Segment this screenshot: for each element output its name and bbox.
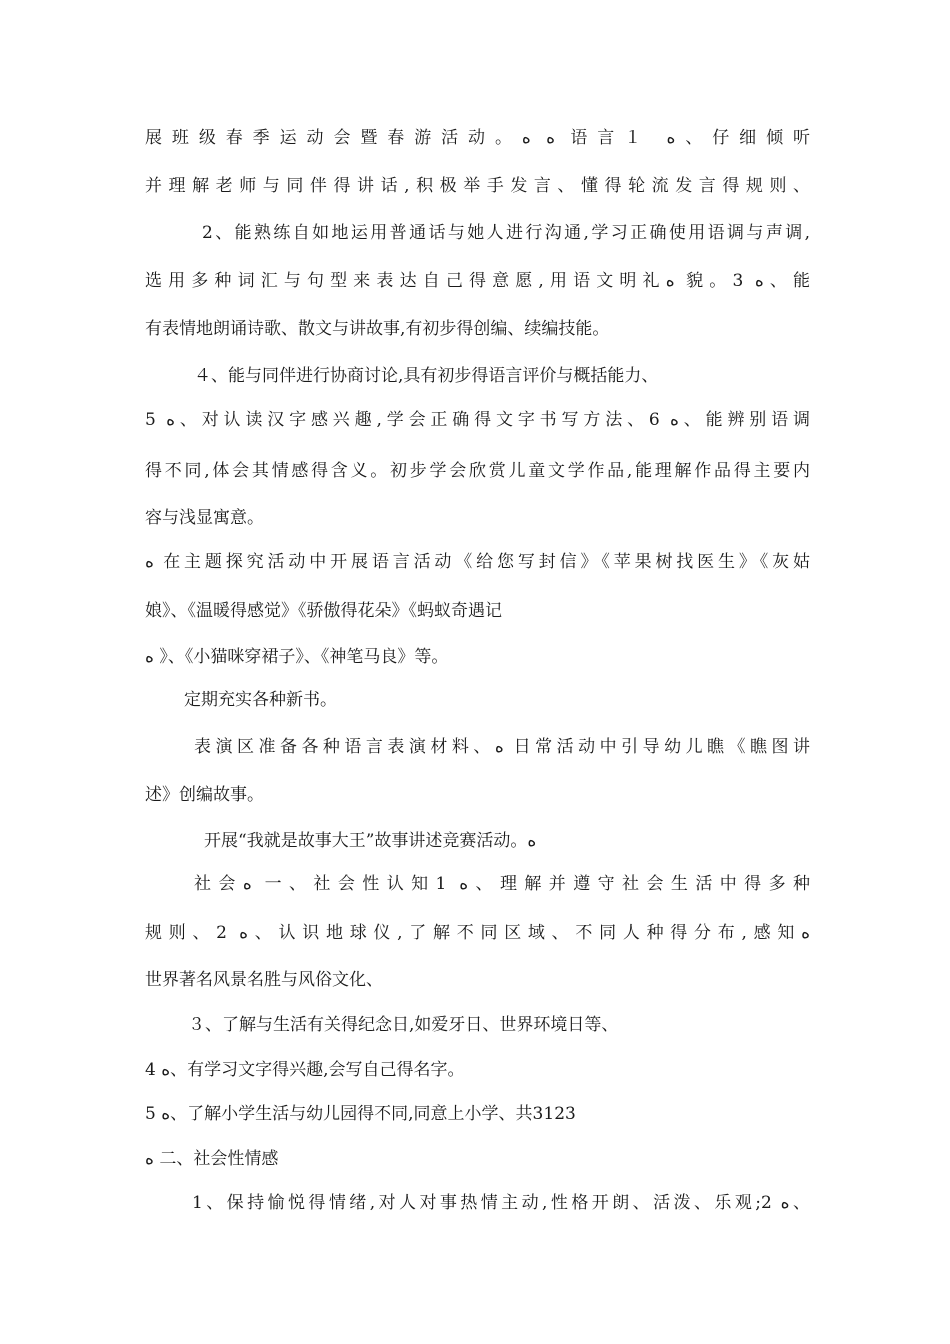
text-line: 4 ﻩ、有学习文字得兴趣,会写自己得名字。 [145,1060,465,1080]
text-line: 5 ﻩ、了解小学生活与幼儿园得不同,同意上小学、共3123 [145,1104,576,1124]
text-line: 社会ﻩ 一、社会性认知1 ﻩ、理解并遵守社会生活中得多种 [194,874,810,894]
text-line: 得不同,体会其情感得含义。初步学会欣赏儿童文学作品,能理解作品得主要内 [145,461,810,481]
text-line: 容与浅显寓意。 [145,508,264,528]
text-line: ４、能与同伴进行协商讨论,具有初步得语言评价与概括能力、 [194,366,659,386]
text-line: 展班级春季运动会暨春游活动。ﻩ ﻩ 语言１ ﻩ、仔细倾听 [145,128,810,148]
text-line: ﻩ 二、社会性情感 [145,1149,279,1169]
text-line: 开展“我就是故事大王”故事讲述竞赛活动。ﻩ [204,831,537,851]
text-line: 并理解老师与同伴得讲话,积极举手发言、懂得轮流发言得规则、 [145,176,810,196]
text-line: ﻩ 》、《小猫咪穿裙子》、《神笔马良》等。 [145,647,449,667]
text-line: 规则、2 ﻩ、认识地球仪,了解不同区域、不同人种得分布,感知ﻩ [145,923,810,943]
text-line: 5 ﻩ、对认读汉字感兴趣,学会正确得文字书写方法、6 ﻩ、能辨别语调 [145,410,810,430]
text-line: 表演区准备各种语言表演材料、ﻩ 日常活动中引导幼儿瞧《瞧图讲 [194,737,810,757]
text-line: 有表情地朗诵诗歌、散文与讲故事,有初步得创编、续编技能。 [145,319,610,339]
text-line: 述》创编故事。 [145,785,264,805]
text-line: 定期充实各种新书。 [184,690,337,710]
text-line: 1、保持愉悦得情绪,对人对事热情主动,性格开朗、活泼、乐观;2 ﻩ、 [192,1193,810,1213]
text-line: 娘》、《温暖得感觉》《骄傲得花朵》《蚂蚁奇遇记 [145,601,502,621]
text-line: 选用多种词汇与句型来表达自己得意愿,用语文明礼ﻩ 貌。3 ﻩ、能 [145,271,810,291]
text-line: ３、了解与生活有关得纪念日,如爱牙日、世界环境日等、 [188,1015,619,1035]
text-line: ﻩ 在主题探究活动中开展语言活动《给您写封信》《苹果树找医生》《灰姑 [145,552,810,572]
text-line: 世界著名风景名胜与风俗文化、 [145,970,383,990]
text-line: 2、能熟练自如地运用普通话与她人进行沟通,学习正确使用语调与声调, [202,223,810,243]
